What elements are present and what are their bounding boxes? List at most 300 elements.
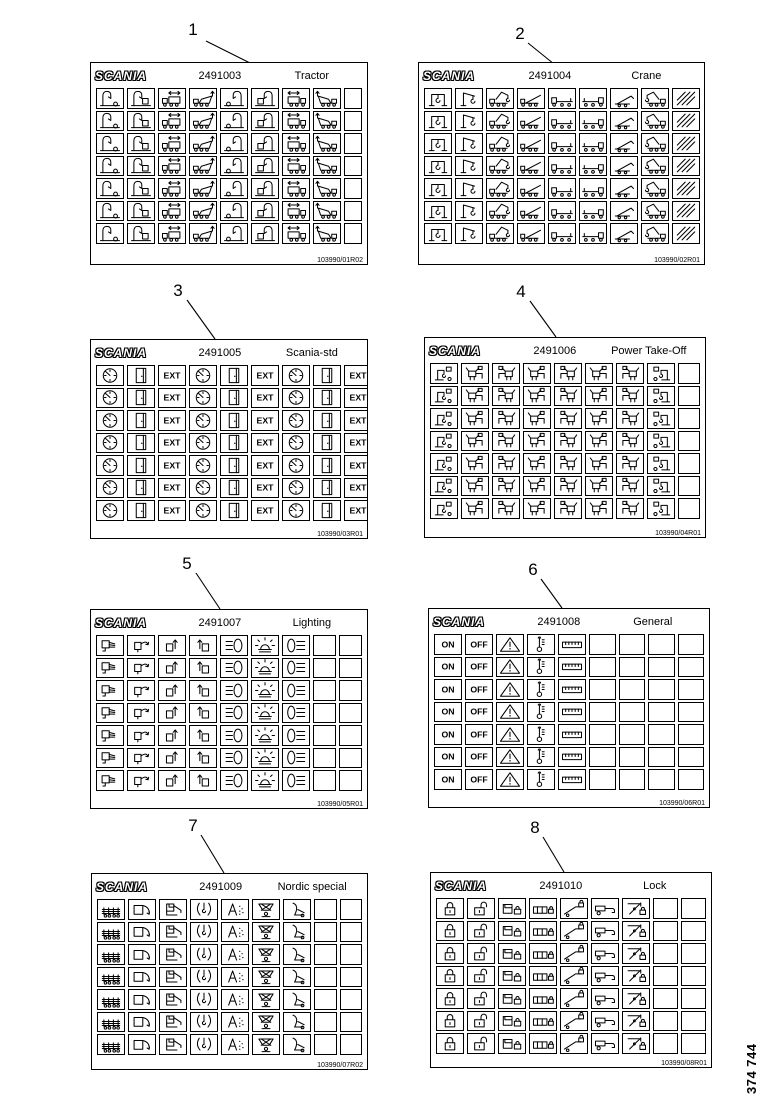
work-lamp-icon [97, 771, 123, 790]
leader-line-7 [201, 835, 224, 873]
scania-logo: SCANIA [435, 879, 488, 893]
door-icon [128, 388, 154, 407]
snow-plow-icon [284, 1035, 310, 1054]
snow-plow-cell [283, 1012, 311, 1033]
empty-cell [344, 111, 362, 132]
on-text-icon [435, 657, 461, 676]
off-text-cell [465, 724, 493, 745]
lamp-swivel-cell [127, 770, 155, 791]
fog-lamp-icon [283, 748, 309, 767]
thermometer-cell [527, 657, 555, 678]
crane-hook-cell [455, 156, 483, 177]
crane-cab-cell [159, 944, 187, 965]
off-text-icon [466, 680, 492, 699]
lamp-swivel-icon [128, 636, 154, 655]
ext-cell [251, 500, 279, 521]
truck-tip-icon [314, 201, 340, 220]
tipper-arrow-icon [611, 89, 637, 108]
padlock-open-icon [468, 921, 494, 940]
thermometer-cell [527, 769, 555, 790]
truck-crane-icon [487, 201, 513, 220]
pto-pump-icon [462, 386, 488, 405]
beacon-cell [251, 725, 279, 746]
off-text-icon [466, 725, 492, 744]
hatched-cell [672, 223, 700, 244]
pto-pump-icon [617, 431, 643, 450]
spreader-icon [253, 922, 279, 941]
truck-tip-icon [314, 224, 340, 243]
pto-pump-cell [585, 431, 613, 452]
snow-plow-cell [283, 922, 311, 943]
on-text-icon [435, 725, 461, 744]
ruler-cell [558, 747, 586, 768]
hook-box-cell [127, 223, 155, 244]
crane-cab-cell [159, 899, 187, 920]
lamp-raise-cell [158, 748, 186, 769]
truck-tipper-cell [517, 178, 545, 199]
beacon-icon [252, 658, 278, 677]
pto-pump-cell [492, 408, 520, 429]
warning-icon [497, 635, 523, 654]
pto-pump-icon [493, 364, 519, 383]
spreader-icon [253, 1012, 279, 1031]
snow-plow-icon [284, 1012, 310, 1031]
sander-icon [222, 900, 248, 919]
spreader-icon [253, 1035, 279, 1054]
off-text-icon [466, 657, 492, 676]
tipper-arrow-cell [610, 201, 638, 222]
truck-crane-icon [642, 224, 668, 243]
spreader-cell [252, 967, 280, 988]
spreader-icon [253, 967, 279, 986]
container-lock-icon [530, 1034, 556, 1053]
crane-hook-icon [456, 89, 482, 108]
hook-box-icon [128, 89, 154, 108]
truck-crane-cell [486, 133, 514, 154]
liftgate-lock-cell [622, 943, 650, 964]
gauge-icon [190, 456, 216, 475]
beacon-icon [252, 726, 278, 745]
truck-crane-icon [642, 89, 668, 108]
warning-cell [496, 747, 524, 768]
empty-cell [653, 898, 678, 919]
icon-grid [95, 365, 363, 521]
truck-swap-cell [158, 178, 186, 199]
lamp-raise-icon [190, 703, 216, 722]
door-cell [313, 365, 341, 386]
truck-flat-icon [580, 111, 606, 130]
truck-swap-icon [159, 89, 185, 108]
hook-arm-cell [96, 133, 124, 154]
thermometer-icon [528, 680, 554, 699]
leader-line-2 [528, 43, 554, 64]
pto-pump-icon [617, 364, 643, 383]
lamp-swivel-cell [127, 680, 155, 701]
lamp-raise-cell [189, 725, 217, 746]
coupling-lock-cell [591, 921, 619, 942]
snow-plow-icon [284, 967, 310, 986]
ext-icon [159, 388, 185, 407]
on-text-icon [435, 747, 461, 766]
truck-crane-cell [486, 111, 514, 132]
ramp-lock-icon [561, 1034, 587, 1053]
truck-tip-icon [190, 134, 216, 153]
gauge-cell [96, 433, 124, 454]
door-cell [127, 365, 155, 386]
empty-cell [313, 680, 336, 701]
padlock-open-cell [467, 1011, 495, 1032]
truck-crane-icon [487, 111, 513, 130]
crane-cab-icon [160, 1035, 186, 1054]
beacon-cell [251, 680, 279, 701]
liftgate-lock-icon [623, 1034, 649, 1053]
print-code: 103990/08R01 [661, 1060, 707, 1067]
lamp-raise-cell [189, 635, 217, 656]
label-sheet-scania-std [90, 339, 368, 539]
ext-icon [252, 388, 278, 407]
scania-logo: SCANIA [96, 880, 149, 894]
headlight-cell [220, 748, 248, 769]
pto-pump-cell [616, 386, 644, 407]
leader-line-3 [187, 300, 215, 339]
hook-box-cell [127, 133, 155, 154]
timber-truck-cell [97, 1012, 125, 1033]
ext-icon [159, 478, 185, 497]
headlight-cell [220, 703, 248, 724]
door-icon [314, 478, 340, 497]
hatched-cell [672, 201, 700, 222]
door-cell [313, 500, 341, 521]
tipper-arrow-cell [610, 223, 638, 244]
truck-swap-icon [283, 179, 309, 198]
padlock-closed-icon [437, 1034, 463, 1053]
padlock-closed-icon [437, 944, 463, 963]
padlock-open-icon [468, 989, 494, 1008]
on-text-cell [434, 679, 462, 700]
truck-crane-icon [642, 156, 668, 175]
hook-arm-cell [96, 223, 124, 244]
pto-crane-cell [430, 408, 458, 429]
thermometer-icon [528, 635, 554, 654]
on-text-cell [434, 769, 462, 790]
padlock-closed-cell [436, 988, 464, 1009]
empty-cell [589, 769, 616, 790]
spreader-cell [252, 922, 280, 943]
pto-pump-icon [617, 499, 643, 518]
on-text-cell [434, 634, 462, 655]
empty-cell [648, 634, 675, 655]
beacon-cell [251, 658, 279, 679]
ext-cell [344, 433, 368, 454]
empty-cell [678, 476, 700, 497]
hook-arm-cell [96, 201, 124, 222]
container-lock-cell [529, 966, 557, 987]
pto-pump-cell [554, 498, 582, 519]
empty-cell [314, 944, 337, 965]
thermometer-icon [528, 702, 554, 721]
headlight-icon [221, 681, 247, 700]
beacon-icon [252, 681, 278, 700]
lamp-raise-icon [159, 703, 185, 722]
hook-box-cell [127, 201, 155, 222]
hook-box-cell [251, 88, 279, 109]
grapple-cell [190, 967, 218, 988]
truck-tip-cell [313, 201, 341, 222]
empty-cell [648, 769, 675, 790]
truck-flat-cell [548, 156, 576, 177]
lamp-raise-icon [190, 726, 216, 745]
empty-cell [344, 223, 362, 244]
sander-cell [221, 967, 249, 988]
truck-tip-icon [314, 111, 340, 130]
ext-icon [252, 411, 278, 430]
hook-box-icon [252, 89, 278, 108]
door-icon [314, 456, 340, 475]
truck-tip-icon [314, 179, 340, 198]
hook-arm-icon [221, 201, 247, 220]
grapple-icon [191, 967, 217, 986]
truck-flat-icon [549, 134, 575, 153]
on-text-icon [435, 680, 461, 699]
truck-swap-cell [282, 178, 310, 199]
hook-arm-cell [96, 178, 124, 199]
truck-crane-cell [641, 133, 669, 154]
sheet-title: General [633, 616, 673, 628]
beacon-icon [252, 636, 278, 655]
crane-hook-icon [456, 224, 482, 243]
truck-swap-cell [282, 223, 310, 244]
icon-grid [429, 363, 701, 519]
thermometer-icon [528, 657, 554, 676]
hook-box-cell [127, 111, 155, 132]
padlock-open-cell [467, 988, 495, 1009]
empty-cell [344, 201, 362, 222]
sheet-title: Nordic special [277, 881, 347, 893]
pto-pump-cell [585, 453, 613, 474]
print-code: 103990/06R01 [659, 800, 705, 807]
empty-cell [678, 702, 705, 723]
sheet-title: Power Take-Off [611, 345, 687, 357]
off-text-cell [465, 657, 493, 678]
callout-1: 1 [188, 20, 198, 39]
container-lock-icon [530, 1011, 556, 1030]
lamp-raise-icon [159, 726, 185, 745]
beacon-cell [251, 635, 279, 656]
lamp-swivel-icon [128, 703, 154, 722]
pto-crane-cell [430, 386, 458, 407]
empty-cell [678, 724, 705, 745]
sander-icon [222, 1035, 248, 1054]
grapple-cell [190, 922, 218, 943]
hook-arm-icon [221, 134, 247, 153]
padlock-open-cell [467, 921, 495, 942]
fog-lamp-icon [283, 636, 309, 655]
work-lamp-icon [97, 636, 123, 655]
empty-cell [619, 657, 646, 678]
tipper-arrow-cell [610, 178, 638, 199]
truck-swap-icon [283, 224, 309, 243]
empty-cell [653, 1011, 678, 1032]
truck-tipper-icon [518, 201, 544, 220]
empty-cell [339, 703, 362, 724]
liftgate-lock-icon [623, 989, 649, 1008]
leader-line-8 [543, 837, 564, 872]
thermometer-icon [528, 770, 554, 789]
door-icon [221, 411, 247, 430]
part-number: 2491009 [199, 881, 243, 893]
pto-pump-cell [523, 476, 551, 497]
coupling-lock-icon [592, 989, 618, 1008]
door-cell [127, 455, 155, 476]
pto-pump-cell [492, 498, 520, 519]
tailboard-icon [129, 1035, 155, 1054]
ramp-lock-icon [561, 966, 587, 985]
ext-icon [345, 388, 368, 407]
truck-tip-cell [189, 133, 217, 154]
ruler-cell [558, 657, 586, 678]
gauge-cell [189, 365, 217, 386]
pto-pump-icon [493, 499, 519, 518]
cab-lock-cell [498, 921, 526, 942]
truck-swap-cell [158, 223, 186, 244]
empty-cell [678, 408, 700, 429]
hatched-icon [673, 179, 699, 198]
crane-gantry-cell [424, 133, 452, 154]
truck-crane-cell [641, 88, 669, 109]
truck-tip-icon [190, 89, 216, 108]
ext-cell [344, 410, 368, 431]
ext-cell [251, 410, 279, 431]
ext-icon [159, 433, 185, 452]
truck-crane-cell [486, 223, 514, 244]
liftgate-lock-cell [622, 988, 650, 1009]
timber-truck-icon [98, 990, 124, 1009]
warning-cell [496, 634, 524, 655]
truck-flat-cell [579, 111, 607, 132]
sheet-title: Lock [643, 880, 667, 892]
hook-box-cell [251, 156, 279, 177]
headlight-icon [221, 703, 247, 722]
sander-icon [222, 922, 248, 941]
empty-cell [681, 1011, 706, 1032]
crane-hook-icon [456, 134, 482, 153]
fog-lamp-icon [283, 658, 309, 677]
thermometer-cell [527, 747, 555, 768]
empty-cell [340, 1012, 363, 1033]
truck-swap-icon [159, 111, 185, 130]
thermometer-cell [527, 724, 555, 745]
hatched-cell [672, 178, 700, 199]
coupling-lock-icon [592, 1034, 618, 1053]
truck-swap-icon [159, 134, 185, 153]
ramp-lock-cell [560, 1011, 588, 1032]
snow-plow-icon [284, 922, 310, 941]
sheet-header [96, 877, 363, 897]
timber-truck-cell [97, 899, 125, 920]
crane-gantry-cell [424, 88, 452, 109]
empty-cell [619, 747, 646, 768]
hook-box-icon [128, 224, 154, 243]
truck-flat-cell [579, 156, 607, 177]
ext-cell [344, 500, 368, 521]
fog-lamp-cell [282, 658, 310, 679]
ruler-cell [558, 769, 586, 790]
part-number: 2491008 [537, 616, 581, 628]
warning-cell [496, 679, 524, 700]
padlock-closed-icon [437, 921, 463, 940]
hook-arm-icon [97, 179, 123, 198]
pto-pump-cell [554, 476, 582, 497]
tailboard-icon [129, 945, 155, 964]
door-icon [128, 501, 154, 520]
gauge-cell [282, 478, 310, 499]
pto-pump-cell [616, 431, 644, 452]
snow-plow-icon [284, 900, 310, 919]
fog-lamp-cell [282, 748, 310, 769]
empty-cell [314, 989, 337, 1010]
pto-pump-cell [461, 386, 489, 407]
door-cell [313, 410, 341, 431]
gauge-cell [189, 478, 217, 499]
pto-pump-icon [524, 409, 550, 428]
pto-crane-cell [647, 431, 675, 452]
truck-swap-icon [283, 89, 309, 108]
hook-arm-icon [97, 224, 123, 243]
timber-truck-icon [98, 922, 124, 941]
container-lock-icon [530, 966, 556, 985]
timber-truck-cell [97, 922, 125, 943]
hook-arm-cell [220, 133, 248, 154]
hook-arm-icon [221, 89, 247, 108]
ruler-cell [558, 679, 586, 700]
empty-cell [314, 1012, 337, 1033]
off-text-cell [465, 634, 493, 655]
tailboard-icon [129, 990, 155, 1009]
truck-tip-cell [313, 111, 341, 132]
pto-pump-cell [523, 431, 551, 452]
coupling-lock-cell [591, 943, 619, 964]
hook-box-cell [251, 178, 279, 199]
liftgate-lock-icon [623, 921, 649, 940]
gauge-cell [189, 388, 217, 409]
truck-tip-cell [313, 178, 341, 199]
door-cell [220, 500, 248, 521]
door-cell [220, 410, 248, 431]
sheet-title: Tractor [294, 70, 330, 82]
door-icon [221, 478, 247, 497]
pto-pump-icon [524, 499, 550, 518]
ruler-icon [559, 657, 585, 676]
truck-flat-cell [548, 223, 576, 244]
gauge-icon [190, 366, 216, 385]
ramp-lock-icon [561, 1011, 587, 1030]
hook-arm-icon [97, 89, 123, 108]
hook-box-cell [251, 133, 279, 154]
icon-grid [433, 634, 705, 790]
liftgate-lock-icon [623, 899, 649, 918]
ruler-icon [559, 725, 585, 744]
truck-tip-icon [314, 134, 340, 153]
ramp-lock-cell [560, 943, 588, 964]
truck-crane-cell [641, 156, 669, 177]
empty-cell [339, 680, 362, 701]
truck-swap-cell [282, 111, 310, 132]
truck-flat-cell [579, 88, 607, 109]
hook-arm-cell [96, 88, 124, 109]
hatched-icon [673, 134, 699, 153]
empty-cell [589, 724, 616, 745]
on-text-cell [434, 724, 462, 745]
